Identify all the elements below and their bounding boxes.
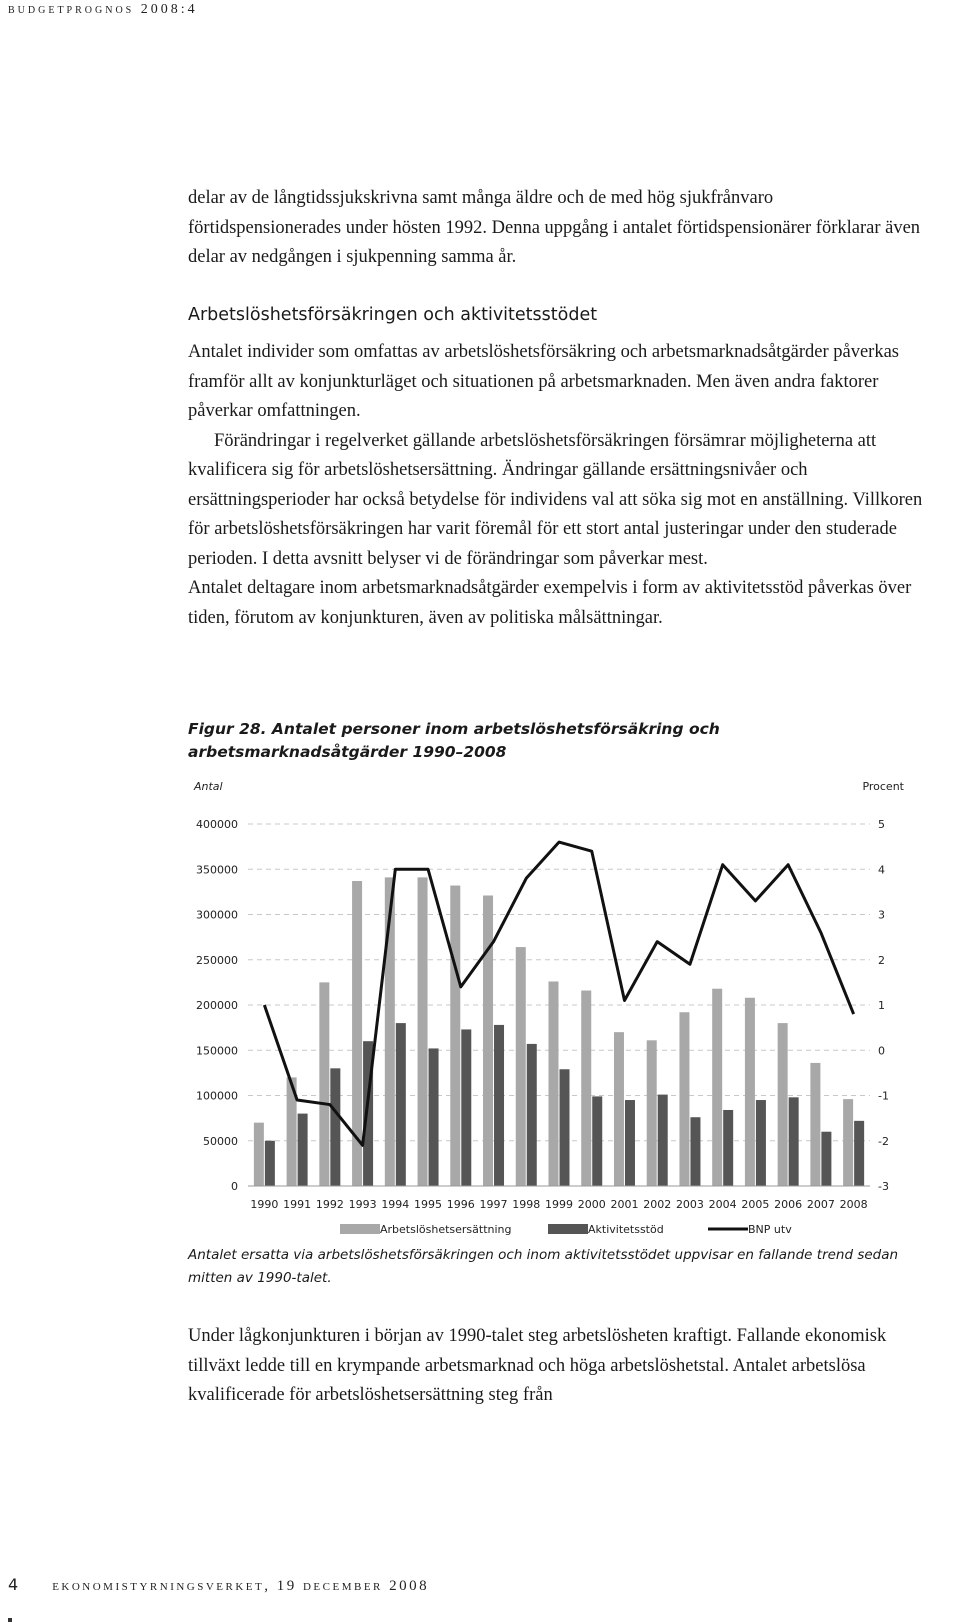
bar-arbetsloshetsersattning [254,1123,264,1186]
bar-aktivitetsstod [723,1110,733,1186]
legend-swatch [548,1224,588,1234]
y-tick-left: 0 [231,1180,238,1193]
legend-swatch [340,1224,380,1234]
y-tick-right: 4 [878,863,885,877]
bar-aktivitetsstod [625,1100,635,1186]
y-tick-right: -3 [878,1180,889,1193]
y-tick-left: 100000 [196,1089,238,1103]
x-tick-label: 2004 [708,1198,737,1211]
y-tick-right: -1 [878,1089,889,1103]
legend-layer [340,1223,792,1236]
bar-aktivitetsstod [690,1117,700,1186]
x-tick-label: 2008 [839,1198,868,1211]
y-axis-label-right: Procent [862,780,904,793]
bar-aktivitetsstod [298,1114,308,1186]
bar-arbetsloshetsersattning [778,1023,788,1186]
bar-arbetsloshetsersattning [810,1063,820,1186]
y-axis-label-left: Antal [194,780,223,793]
x-tick-label: 2005 [741,1198,770,1211]
legend-label: BNP utv [748,1223,792,1236]
figure-note: Antalet ersatta via arbetslöshetsförsäkringen och inom aktivitetsstödet uppvisar en fallande trend sedan mitten av 1990-talet. [188,1247,899,1286]
legend-label: Arbetslöshetsersättning [380,1223,512,1236]
bar-aktivitetsstod [592,1096,602,1186]
bar-aktivitetsstod [429,1048,439,1186]
paragraph-2: Förändringar i regelverket gällande arbetslöshetsförsäkringen försämrar möjligheterna att kvalificera sig för arbetslöshetsersättning. Ändringar gällande ersättningsnivåer och ersättningsperioder har också betydelse för individens val att söka sig mot en anställning. Villkoren för arbetslöshetsförsäkringen har varit föremål för ett stort antal justeringar under den studerade perioden. I detta avsnitt belyser vi de förändringar som påverkar mest. [188,430,923,569]
bar-aktivitetsstod [527,1044,537,1186]
chart-svg [0,770,960,1250]
bar-aktivitetsstod [330,1068,340,1186]
x-tick-label: 1999 [545,1198,573,1211]
legend-label: Aktivitetsstöd [588,1223,664,1236]
y-tick-right: 5 [878,818,885,831]
x-tick-label: 2003 [675,1198,704,1211]
paragraph-1: Antalet individer som omfattas av arbetslöshetsförsäkring och arbetsmarknadsåtgärder påverkas framför allt av konjunkturläget och situationen på arbetsmarknaden. Men även andra faktorer påverkar omfattningen. [188,342,899,421]
y-tick-right: 0 [878,1044,885,1058]
y-tick-right: 1 [878,999,885,1012]
bar-arbetsloshetsersattning [712,989,722,1186]
x-tick-label: 1991 [283,1198,312,1211]
bar-arbetsloshetsersattning [581,991,591,1186]
bar-arbetsloshetsersattning [450,886,460,1186]
bar-arbetsloshetsersattning [614,1032,624,1186]
y-tick-right: 3 [878,908,885,922]
x-tick-label: 1995 [414,1198,443,1211]
bar-aktivitetsstod [461,1029,471,1186]
bar-aktivitetsstod [265,1141,275,1186]
x-tick-label: 1997 [479,1198,508,1211]
bar-aktivitetsstod [560,1069,570,1186]
bar-aktivitetsstod [789,1097,799,1186]
bar-arbetsloshetsersattning [319,982,329,1186]
bar-aktivitetsstod [658,1095,668,1186]
page-footer [8,1575,429,1595]
bar-aktivitetsstod [821,1132,831,1186]
bar-aktivitetsstod [756,1100,766,1186]
bar-aktivitetsstod [396,1023,406,1186]
footer-text: ekonomistyrningsverket, 19 december 2008 [52,1578,430,1594]
bar-arbetsloshetsersattning [679,1012,689,1186]
paragraph-closing: Under lågkonjunkturen i början av 1990-talet steg arbetslösheten kraftigt. Fallande ekonomisk tillväxt ledde till en krympande arbetsmarknad och höga arbetslöshetstal. Antalet arbetslösa kvalificerade för arbetslöshetsersättning steg från [188,1326,887,1405]
y-tick-left: 350000 [196,863,238,877]
x-tick-label: 1998 [512,1198,541,1211]
x-tick-label: 2002 [643,1198,672,1211]
y-tick-left: 400000 [196,818,238,831]
y-tick-left: 200000 [196,999,238,1012]
bar-arbetsloshetsersattning [418,877,428,1186]
footer-marker [8,1618,12,1622]
bar-aktivitetsstod [494,1025,504,1186]
chart [0,770,960,1250]
x-tick-label: 2001 [610,1198,639,1211]
x-tick-label: 1990 [250,1198,279,1211]
y-tick-left: 50000 [203,1134,238,1148]
bar-arbetsloshetsersattning [516,947,526,1186]
bar-arbetsloshetsersattning [549,981,559,1186]
x-tick-label: 1994 [381,1198,410,1211]
paragraph-3: Antalet deltagare inom arbetsmarknadsåtgärder exempelvis i form av aktivitetsstöd påverkas över tiden, förutom av konjunkturen, även av politiska målsättningar. [188,578,912,628]
x-tick-label: 2006 [774,1198,803,1211]
bar-layer [254,877,864,1186]
x-tick-label: 1993 [348,1198,377,1211]
running-head: budgetprognos 2008:4 [8,2,198,17]
x-tick-label: 2000 [577,1198,606,1211]
bar-aktivitetsstod [854,1121,864,1186]
section-body [188,338,928,633]
y-tick-left: 150000 [196,1044,238,1058]
x-tick-label: 2007 [806,1198,835,1211]
x-tick-label: 1996 [446,1198,475,1211]
bar-arbetsloshetsersattning [843,1099,853,1186]
y-tick-right: 2 [878,953,885,967]
y-tick-right: -2 [878,1134,889,1148]
page-number: 4 [8,1575,19,1594]
figure-caption: Figur 28. Antalet personer inom arbetslöshetsförsäkring och arbetsmarknadsåtgärder 1990–2008 [188,720,720,761]
bar-arbetsloshetsersattning [483,895,493,1186]
x-tick-label: 1992 [315,1198,344,1211]
grid-layer [248,824,870,1141]
bar-arbetsloshetsersattning [745,998,755,1186]
bar-arbetsloshetsersattning [647,1040,657,1186]
paragraph-intro: delar av de långtidssjukskrivna samt många äldre och de med hög sjukfrånvaro förtidspensionerades under hösten 1992. Denna uppgång i antalet förtidspensionärer förklarar även delar av nedgången i sjukpenning samma år. [188,188,921,267]
section-heading: Arbetslöshetsförsäkringen och aktivitetsstödet [188,305,598,325]
y-tick-left: 250000 [196,953,238,967]
y-tick-left: 300000 [196,908,238,922]
